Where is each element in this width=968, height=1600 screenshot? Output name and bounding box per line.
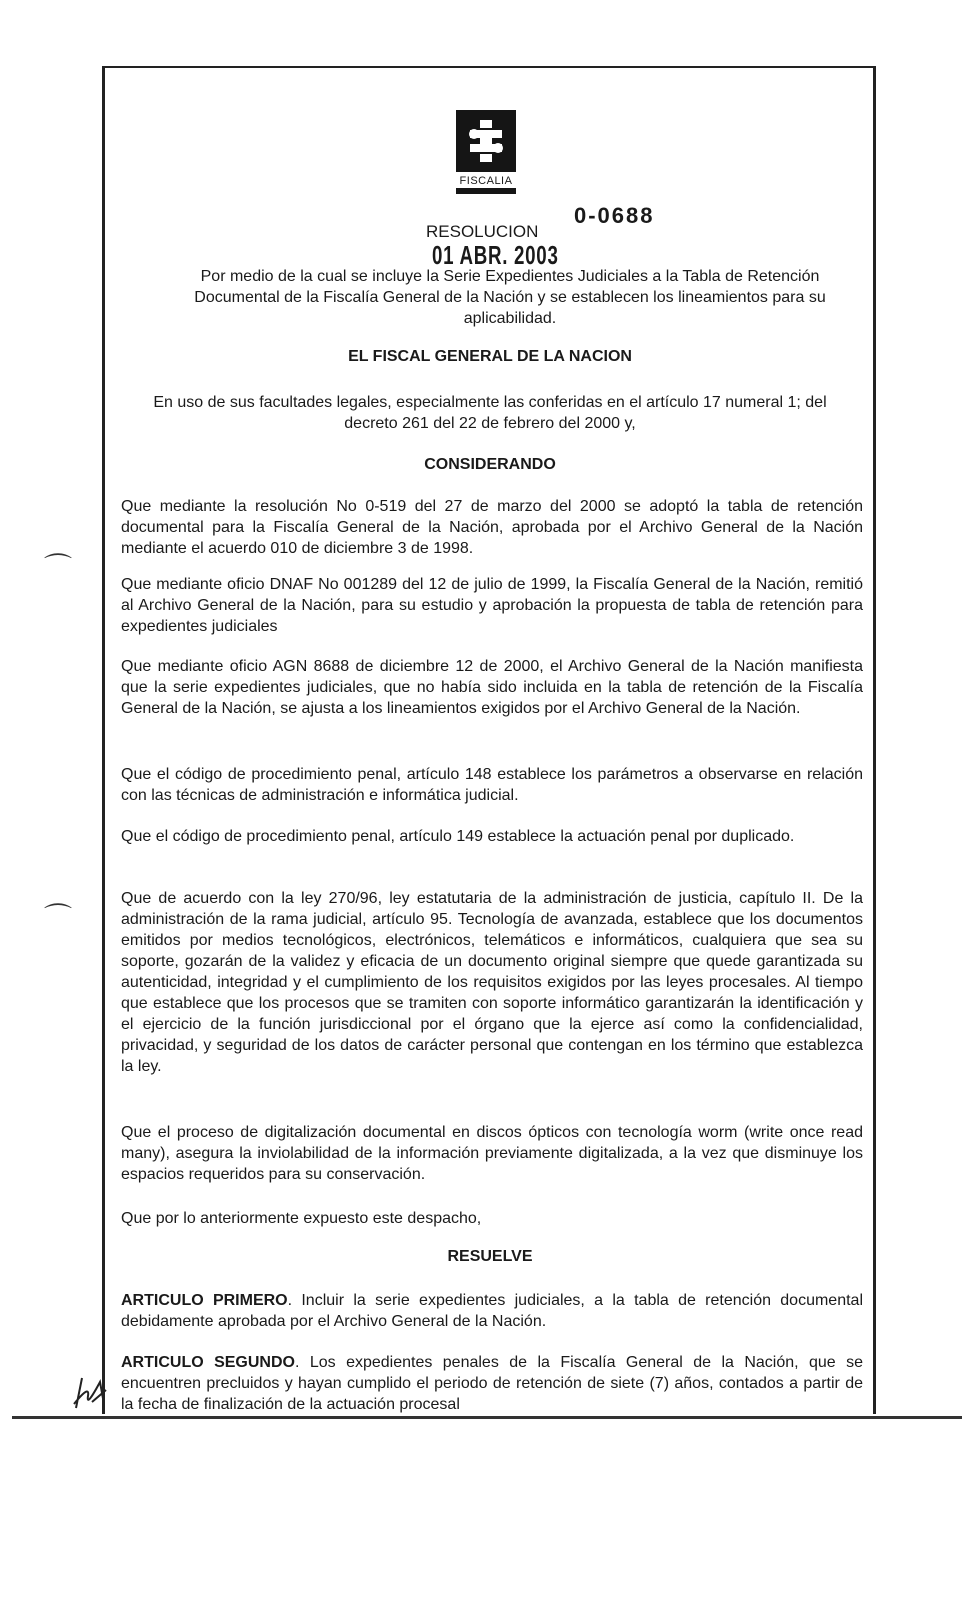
fiscalia-logo	[454, 110, 518, 202]
margin-mark: ⌒	[44, 902, 73, 933]
considerando-paragraph: Que de acuerdo con la ley 270/96, ley estatutaria de la administración de justicia, capítulo II. De la administración de la rama judicial, artículo 95. Tecnología de avanzada, establece que los documentos emitidos por medios tecnológicos, electrónicos, telemáticos e informáticos, cualquiera que sea su soporte, gozarán de la validez y eficacia de un documento original siempre que quede garantizada su autenticidad, integridad y el cumplimiento de los requisitos exigidos por las leyes procesales. Al tiempo que establece que los procesos que se tramiten con soporte informático garantizarán la identificación y el ejercicio de la función jurisdiccional por el órgano que la ejerce así como la confidencialidad, privacidad, y seguridad de los datos de carácter personal que contengan en los término que establezca la ley.	[121, 890, 863, 1075]
puzzle-icon	[456, 110, 516, 172]
faculties-text: En uso de sus facultades legales, especialmente las conferidas en el artículo 17 numeral 1; del decreto 261 del 22 de febrero del 2000 y,	[153, 394, 827, 432]
logo-text: FISCALIA	[459, 175, 513, 187]
considerando-paragraph: Que por lo anteriormente expuesto este despacho,	[121, 1210, 482, 1227]
initials-scribble	[70, 1374, 110, 1412]
margin-mark: ⌒	[44, 552, 73, 583]
resuelve-title: RESUELVE	[447, 1248, 533, 1265]
considerando-paragraph: Que mediante oficio AGN 8688 de diciembre 12 de 2000, el Archivo General de la Nación manifiesta que la serie expedientes judiciales, que no había sido incluida en la tabla de retención de la Fiscalía General de la Nación, se ajusta a los lineamientos exigidos por el Archivo General de la Nación.	[121, 658, 863, 717]
considerando-paragraph: Que el proceso de digitalización documental en discos ópticos con tecnología worm (write once read many), asegura la inviolabilidad de la información previamente digitalizada, a la vez que disminuye los espacios requeridos para su conservación.	[121, 1124, 863, 1183]
authority-title: EL FISCAL GENERAL DE LA NACION	[348, 348, 632, 365]
article-paragraph	[121, 1352, 863, 1415]
resolution-label: RESOLUCION	[426, 222, 539, 241]
article-paragraph	[121, 1290, 863, 1332]
article-label: ARTICULO PRIMERO	[121, 1292, 288, 1309]
considerando-title: CONSIDERANDO	[424, 456, 556, 473]
considerando-paragraph: Que el código de procedimiento penal, artículo 148 establece los parámetros a observarse en relación con las técnicas de administración e informática judicial.	[121, 766, 863, 804]
logo-bar	[456, 188, 516, 194]
intro-text: Por medio de la cual se incluye la Serie Expedientes Judiciales a la Tabla de Retención Documental de la Fiscalía General de la Nación y se establecen los lineamientos para su aplicabilidad.	[194, 268, 826, 327]
article-label: ARTICULO SEGUNDO	[121, 1354, 295, 1371]
considerando-paragraph: Que el código de procedimiento penal, artículo 149 establece la actuación penal por duplicado.	[121, 828, 795, 845]
considerando-paragraph: Que mediante la resolución No 0-519 del 27 de marzo del 2000 se adoptó la tabla de retención documental para la Fiscalía General de la Nación, aprobada por el Archivo General de la Nación mediante el acuerdo 010 de diciembre 3 de 1998.	[121, 498, 863, 557]
resolution-date-stamp: 01 ABR. 2003	[432, 240, 559, 270]
bottom-rule	[12, 1416, 962, 1419]
resolution-number: 0-0688	[574, 203, 655, 228]
considerando-paragraph: Que mediante oficio DNAF No 001289 del 12 de julio de 1999, la Fiscalía General de la Nación, remitió al Archivo General de la Nación, para su estudio y aprobación la propuesta de tabla de retención para expedientes judiciales	[121, 576, 863, 635]
article-text: . Los expedientes penales de la Fiscalía General de la Nación, que se encuentren precluidos y hayan cumplido el periodo de retención de siete (7) años, contados a partir de la fecha de finalización de la actuación procesal	[121, 1354, 864, 1413]
article-text: . Incluir la serie expedientes judiciales, a la tabla de retención documental debidamente aprobada por el Archivo General de la Nación.	[121, 1292, 863, 1330]
